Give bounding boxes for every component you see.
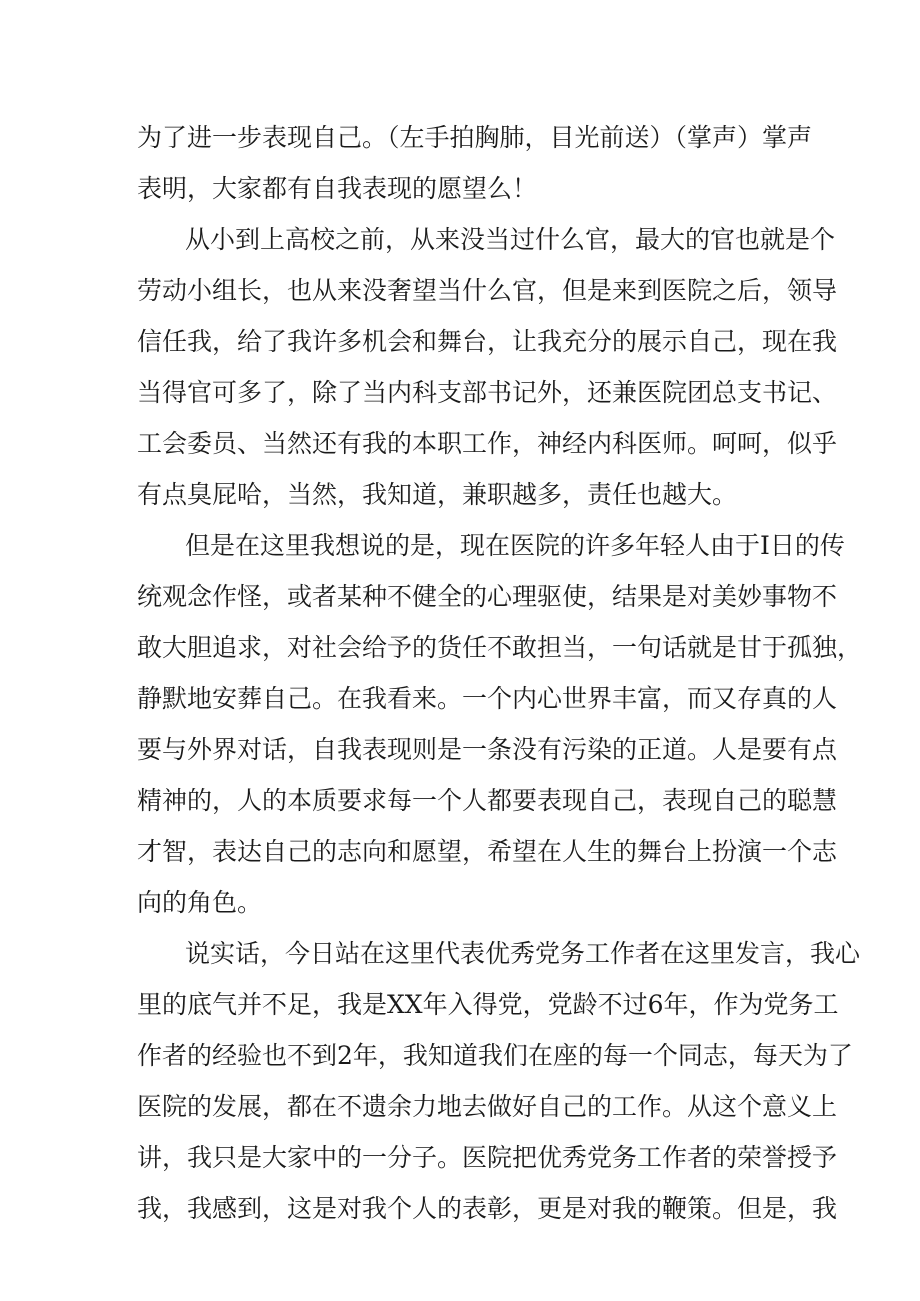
text-line: 静默地安葬自己。在我看来。一个内心世界丰富，而又存真的人	[137, 684, 838, 713]
text-line: 说实话，今日站在这里代表优秀党务工作者在这里发言，我心	[185, 939, 861, 968]
text-line: 信任我，给了我许多机会和舞台，让我充分的展示自己，现在我	[137, 327, 838, 356]
text-line: 向的角色。	[137, 888, 263, 917]
text-line: 表明，大家都有自我表现的愿望么！	[137, 174, 538, 203]
document-body	[137, 112, 863, 1234]
text-line: 工会委员、当然还有我的本职工作，神经内科医师。呵呵，似乎	[137, 429, 838, 458]
text-line: 当得官可多了，除了当内科支部书记外，还兼医院团总支书记、	[137, 378, 838, 407]
text-line: 为了进一步表现自己。（左手拍胸肺，目光前送）（掌声）掌声	[137, 123, 813, 152]
text-line: 精神的，人的本质要求每一个人都要表现自己，表现自己的聪慧	[137, 786, 838, 815]
paragraph	[137, 112, 813, 214]
text-line: 但是在这里我想说的是，现在医院的许多年轻人由于I日的传	[185, 531, 845, 560]
text-line: 才智，表达自己的志向和愿望，希望在人生的舞台上扮演一个志	[137, 837, 838, 866]
paragraph	[137, 928, 861, 1234]
text-line: 有点臭屁哈，当然，我知道，兼职越多，责任也越大。	[137, 480, 738, 509]
paragraph	[137, 214, 838, 520]
text-line: 讲，我只是大家中的一分子。医院把优秀党务工作者的荣誉授予	[137, 1143, 838, 1172]
text-line: 医院的发展，都在不遗余力地去做好自己的工作。从这个意义上	[137, 1092, 838, 1121]
text-line: 统观念作怪，或者某种不健全的心理驱使，结果是对美妙事物不	[137, 582, 838, 611]
text-line: 要与外界对话，自我表现则是一条没有污染的正道。人是要有点	[137, 735, 838, 764]
text-line: 我，我感到，这是对我个人的表彰，更是对我的鞭策。但是，我	[137, 1194, 838, 1223]
text-line: 里的底气并不足，我是XX年入得党，党龄不过6年，作为党务工	[137, 990, 839, 1019]
text-line: 劳动小组长，也从来没奢望当什么官，但是来到医院之后，领导	[137, 276, 838, 305]
text-line: 敢大胆追求，对社会给予的货任不敢担当，一句话就是甘于孤独，	[137, 633, 863, 662]
text-line: 从小到上高校之前，从来没当过什么官，最大的官也就是个	[185, 225, 836, 254]
text-line: 作者的经验也不到2年，我知道我们在座的每一个同志，每天为了	[137, 1041, 853, 1070]
paragraph	[137, 520, 863, 928]
